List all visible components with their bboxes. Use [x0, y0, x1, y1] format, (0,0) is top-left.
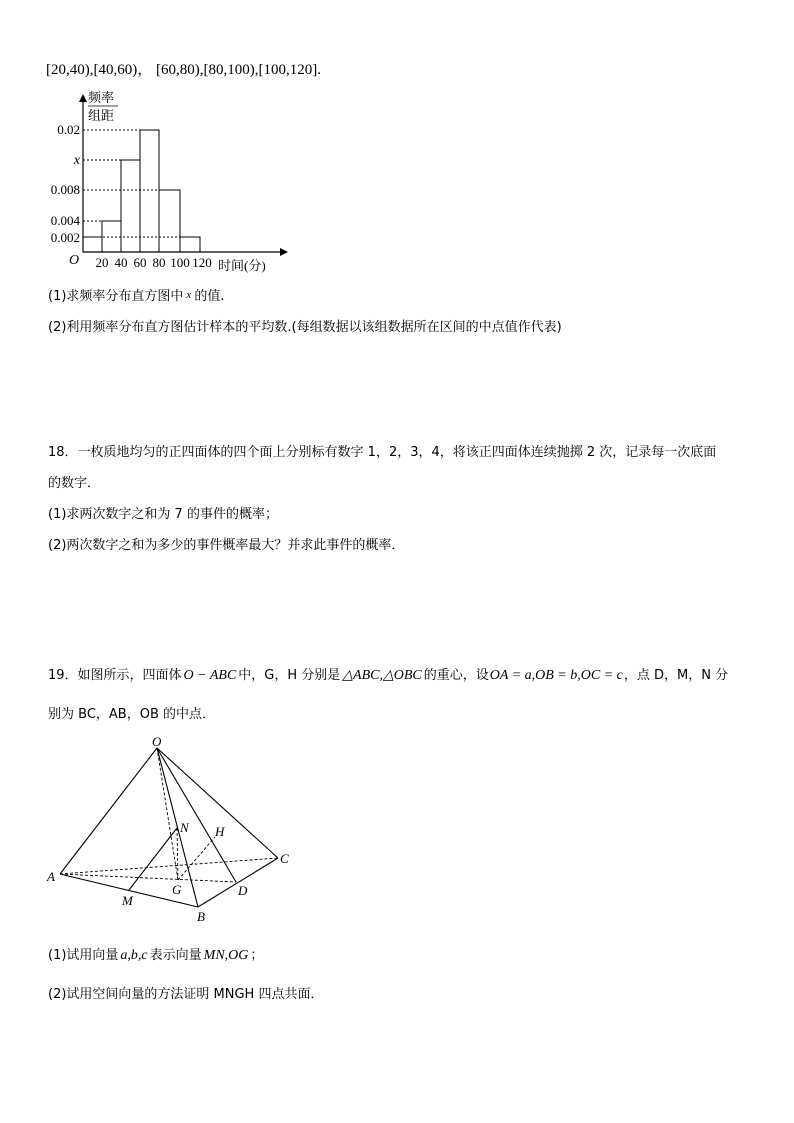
xtick-120: 120	[192, 255, 212, 270]
label-M: M	[122, 893, 133, 908]
q19-line2: 别为 BC，AB，OB 的中点．	[48, 707, 215, 722]
bar-40-60	[121, 160, 140, 252]
q19-part1-e: ；	[250, 948, 264, 963]
label-B: B	[197, 909, 205, 924]
x-axis-arrow	[280, 248, 288, 256]
edge-AC	[60, 858, 278, 874]
xtick-40: 40	[114, 255, 128, 270]
bar-100-120	[180, 237, 200, 252]
edge-OA	[60, 748, 157, 874]
q17-part1-text: (1)求频率分布直方图中	[48, 289, 184, 304]
q19-line1-c: 中，G，H 分别是	[238, 668, 341, 683]
edge-OC	[157, 748, 278, 858]
label-C: C	[280, 851, 289, 866]
q17-part1	[48, 285, 224, 304]
label-A: A	[47, 869, 55, 884]
segment-MN	[129, 828, 177, 890]
label-H: H	[215, 824, 225, 839]
q19-part1-vectors: a,b,c	[120, 948, 148, 963]
q17-part2: (2)利用频率分布直方图估计样本的平均数.(每组数据以该组数据所在区间的中点值作代表)	[48, 320, 562, 335]
ytick-0.004: 0.004	[50, 213, 80, 228]
ytick-0.002: 0.002	[50, 230, 80, 245]
xtick-20: 20	[95, 255, 109, 270]
segment-OG	[157, 748, 178, 880]
y-label-bottom: 组距	[88, 108, 115, 123]
q19-part1-targets: MN,OG	[203, 948, 249, 963]
label-N: N	[180, 820, 189, 835]
label-D: D	[238, 883, 248, 898]
xtick-100: 100	[170, 255, 190, 270]
q19-triangles: △ABC,△OBC	[342, 668, 422, 683]
q19-tetra-name: O − ABC	[183, 668, 237, 683]
intervals-line: [20,40),[40,60)， [60,80),[80,100),[100,120].	[46, 62, 321, 78]
ytick-0.008: 0.008	[50, 182, 80, 197]
q18-line2: 的数字．	[48, 476, 101, 491]
q19-part1-a: (1)试用向量	[48, 948, 119, 963]
xtick-80: 80	[152, 255, 166, 270]
origin-label: O	[69, 253, 80, 268]
tetrahedron-figure	[40, 732, 300, 924]
q18-part2: (2)两次数字之和为多少的事件概率最大？并求此事件的概率．	[48, 538, 405, 553]
q19-part2: (2)试用空间向量的方法证明 MNGH 四点共面．	[48, 987, 324, 1002]
bar-80-100	[159, 190, 180, 252]
frequency-histogram	[40, 86, 290, 276]
ytick-0.02: 0.02	[57, 122, 80, 137]
q19-line1	[48, 664, 728, 684]
q17-part1-var: x	[186, 289, 192, 301]
q19-line1-e: 的重心，设	[423, 668, 489, 683]
segment-GH	[178, 837, 215, 880]
y-axis-arrow	[79, 94, 87, 102]
q19-part1-c: 表示向量	[149, 948, 202, 963]
bar-60-80	[140, 130, 159, 252]
q19-line1-a: 19．如图所示，四面体	[48, 668, 182, 683]
q19-vector-defs: OA = a,OB = b,OC = c	[489, 668, 623, 683]
q17-part1-end: 的值.	[194, 289, 225, 304]
label-O: O	[152, 734, 162, 749]
q19-part1	[48, 944, 263, 964]
xtick-60: 60	[133, 255, 147, 270]
q18-line1: 18．一枚质地均匀的正四面体的四个面上分别标有数字 1，2，3，4，将该正四面体连续抛掷 2 次，记录每一次底面	[48, 445, 717, 460]
q18-part1: (1)求两次数字之和为 7 的事件的概率；	[48, 507, 278, 522]
y-label-top: 频率	[88, 90, 115, 105]
bar-20-40	[102, 221, 121, 252]
q19-line1-g: ，点 D，M，N 分	[623, 668, 729, 683]
bar-0-20	[83, 237, 102, 252]
label-G: G	[172, 882, 182, 897]
x-axis-label: 时间(分)	[218, 258, 266, 273]
edge-OD	[157, 748, 236, 882]
ytick-x: x	[73, 153, 80, 168]
